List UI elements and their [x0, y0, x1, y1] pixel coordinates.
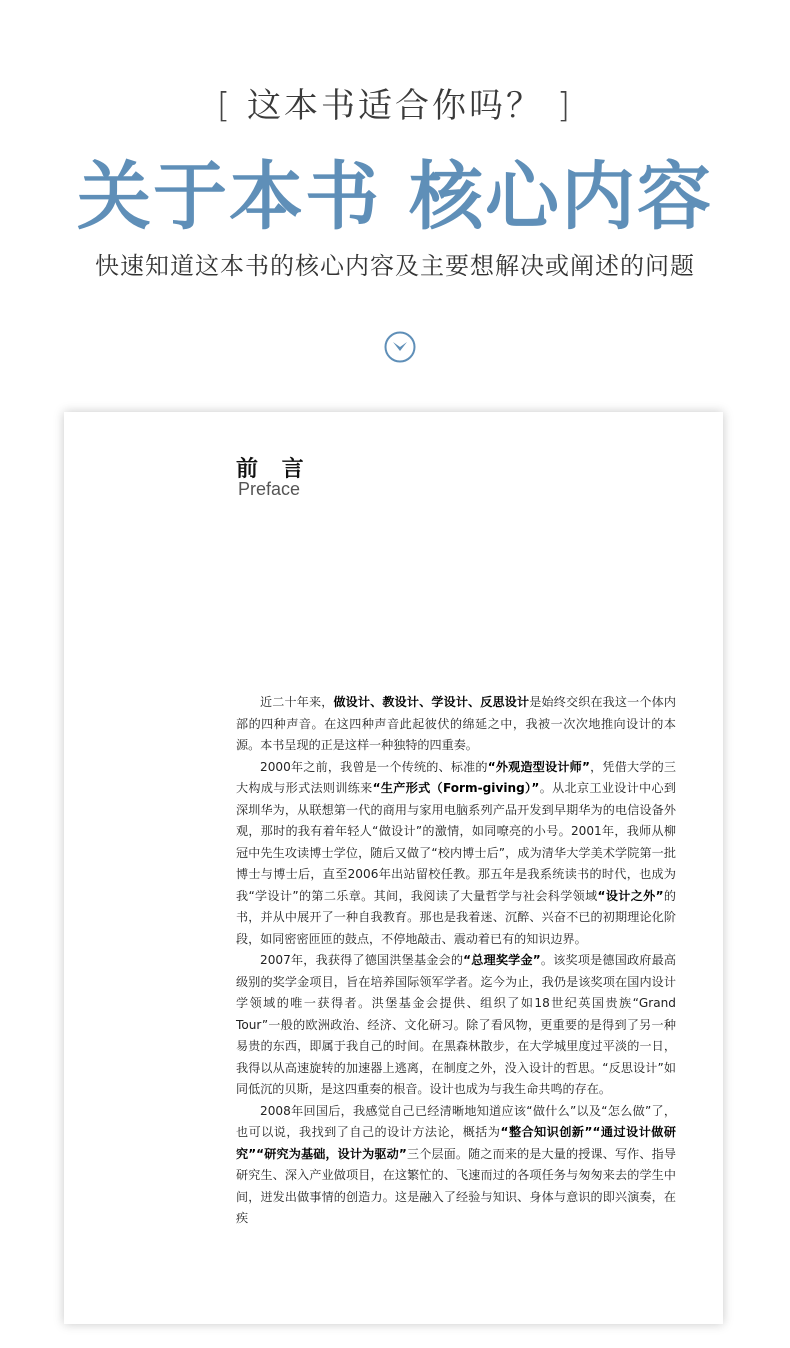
preface-body	[236, 692, 676, 1230]
emphasis-text: “设计之外”	[597, 888, 664, 903]
paragraph-text: ，凭借大学的三大构成与形式法则训练来	[236, 759, 676, 795]
header-tagline	[0, 78, 790, 127]
title-about-book: 关于本书	[77, 154, 381, 240]
paragraph-text: 的书，并从中展开了一种自我教育。那也是我着迷、沉醉、兴奋不已的初期理论化阶段，如同密密匝匝的鼓点，不停地敲击、震动着已有的知识边界。	[236, 888, 676, 946]
title-core-content: 核心内容	[409, 154, 713, 240]
preface-paragraph	[236, 950, 676, 1101]
paragraph-text: 2008年回国后，我感觉自己已经清晰地知道应该“做什么”以及“怎么做”了，也可以说，我找到了自己的设计方法论，概括为	[236, 1103, 676, 1139]
emphasis-text: “总理奖学金”	[463, 953, 541, 967]
paragraph-text: 近二十年来，	[260, 695, 334, 709]
chevron-down-icon	[384, 331, 416, 363]
preface-paragraph	[236, 692, 676, 757]
paragraph-text: 2007年，我获得了德国洪堡基金会的	[260, 953, 464, 967]
paragraph-text: 是始终交织在我这一个体内部的四种声音。在这四种声音此起彼伏的绵延之中，我被一次次地推向设计的本源。本书呈现的正是这样一种独特的四重奏。	[236, 695, 676, 752]
preface-paragraph	[236, 757, 676, 951]
emphasis-text: “生产形式（Form-giving）”	[372, 781, 540, 795]
preface-heading-cn: 前 言	[236, 457, 312, 482]
emphasis-text: “外观造型设计师”	[487, 759, 590, 774]
paragraph-text: 。该奖项是德国政府最高级别的奖学金项目，旨在培养国际领军学者。迄今为止，我仍是该奖项在国内设计学领域的唯一获得者。洪堡基金会提供、组织了如18世纪英国贵族“Grand Tour”一般的欧洲政治、经济、文化研习。除了看风物，更重要的是得到了另一种易贵的东西，即属于我自己的时间。在黑森林散步，在大学城里度过平淡的一日，我得以从高速旋转的加速器上逃离，在制度之外，没入设计的哲思。“反思设计”如同低沉的贝斯，是这四重奏的根音。设计也成为与我生命共鸣的存在。	[236, 953, 676, 1096]
bracket-open: [	[216, 86, 234, 126]
tagline-text: 这本书适合你吗？	[247, 86, 543, 126]
bracket-close: ]	[556, 86, 574, 126]
paragraph-text: 三个层面。随之而来的是大量的授课、写作、指导研究生、深入产业做项目，在这繁忙的、飞速而过的各项任务与匆匆来去的学生中间，迸发出做事情的创造力。这是融入了经验与知识、身体与意识的即兴演奏，在疾	[236, 1146, 676, 1225]
emphasis-text: 做设计、教设计、学设计、反思设计	[333, 695, 530, 709]
preface-paragraph	[236, 1101, 676, 1230]
page-subtitle: 快速知道这本书的核心内容及主要想解决或阐述的问题	[95, 252, 695, 280]
preface-heading-en: Preface	[238, 479, 301, 499]
paragraph-text: 。从北京工业设计中心到深圳华为，从联想第一代的商用与家用电脑系列产品开发到早期华为的电信设备外观，那时的我有着年轻人“做设计”的激情，如同嘹亮的小号。2001年，我师从柳冠中先生攻读博士学位，随后又做了“校内博士后”，成为清华大学美术学院第一批博士与博士后，直至2006年出站留校任教。那五年是我系统读书的时代，也成为我“学设计”的第二乐章。其间，我阅读了大量哲学与社会科学领域	[236, 781, 676, 903]
emphasis-text: “整合知识创新”“通过设计做研究”“研究为基础，设计为驱动”	[236, 1125, 676, 1161]
book-page	[64, 412, 723, 1324]
paragraph-text: 2000年之前，我曾是一个传统的、标准的	[260, 759, 488, 774]
page-title	[0, 138, 790, 244]
